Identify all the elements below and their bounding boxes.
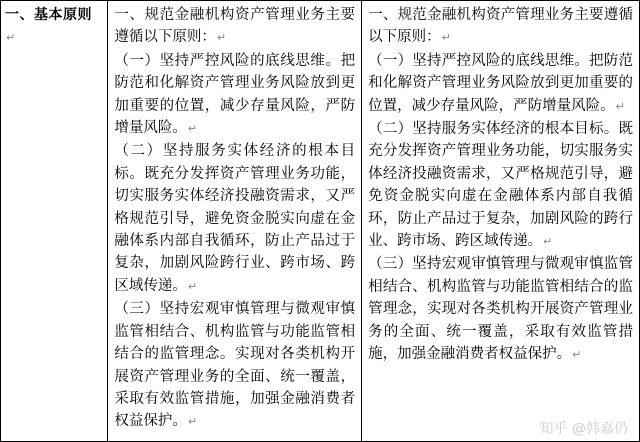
list-item bbox=[114, 140, 355, 298]
list-item bbox=[368, 253, 633, 366]
paragraph-text: （三）坚持宏观审慎管理与微观审慎监管相结合、机构监管与功能监管相结合的监管理念，实现对各类机构开展资产管理业务的全面、统一覆盖，采取有效监管措施，加强金融消费者权益保护。 bbox=[368, 256, 633, 363]
paragraph-mark-icon: ↵ bbox=[6, 31, 16, 45]
paragraph-mark-icon: ↵ bbox=[615, 99, 625, 113]
paragraph-text: （一）坚持严控风险的底线思维。把防范和化解资产管理业务风险放到更加重要的位置，减少存量风险，严防增量风险。 bbox=[368, 52, 633, 114]
paragraph-mark-icon: ↵ bbox=[543, 235, 553, 249]
row-heading-cell bbox=[1, 1, 108, 442]
original-text-cell bbox=[108, 1, 362, 442]
paragraph-mark-icon: ↵ bbox=[187, 279, 198, 293]
list-item bbox=[368, 118, 633, 253]
paragraph-text: （二）坚持服务实体经济的根本目标。既充分发挥资产管理业务功能，切实服务实体经济投融资需求，又严格规范引导，避免资金脱实向虚在金融体系内部自我循环，防止产品过于复杂，加剧风险跨行业、跨市场、跨区域传递。 bbox=[114, 143, 356, 294]
paragraph-mark-icon: ↵ bbox=[187, 122, 198, 136]
table-row bbox=[1, 1, 640, 442]
list-item bbox=[114, 50, 355, 141]
row-heading: 一、基本原则 bbox=[5, 7, 92, 23]
paragraph-text: 一、规范金融机构资产管理业务主要遵循以下原则： bbox=[114, 7, 356, 46]
paragraph-mark-icon: ↵ bbox=[216, 31, 227, 45]
paragraph-text: 一、规范金融机构资产管理业务主要遵循以下原则： bbox=[368, 7, 633, 46]
list-item bbox=[368, 50, 633, 118]
paragraph-mark-icon: ↵ bbox=[441, 31, 451, 45]
list-item bbox=[114, 4, 355, 50]
list-item bbox=[114, 298, 355, 433]
list-item bbox=[368, 4, 633, 50]
paragraph-text: （一）坚持严控风险的底线思维。把防范和化解资产管理业务风险放到更加重要的位置，减少存量风险，严防增量风险。 bbox=[114, 52, 356, 137]
watermark: 知乎 @韩嘉仍 bbox=[539, 421, 628, 437]
paragraph-mark-icon: ↵ bbox=[572, 348, 582, 362]
revised-text-cell bbox=[362, 1, 640, 442]
paragraph-text: （二）坚持服务实体经济的根本目标。既充分发挥资产管理业务功能，切实服务实体经济投融资需求，又严格规范引导，避免资金脱实向虚在金融体系内部自我循环，防止产品过于复杂，加剧风险的跨行业、跨市场、跨区域传递。 bbox=[368, 121, 633, 250]
paragraph-text: （三）坚持宏观审慎管理与微观审慎监管相结合、机构监管与功能监管相结合的监管理念。实现对各类机构开展资产管理业务的全面、统一覆盖，采取有效监管措施，加强金融消费者权益保护。 bbox=[114, 301, 356, 430]
paragraph-mark-icon: ↵ bbox=[187, 415, 198, 429]
